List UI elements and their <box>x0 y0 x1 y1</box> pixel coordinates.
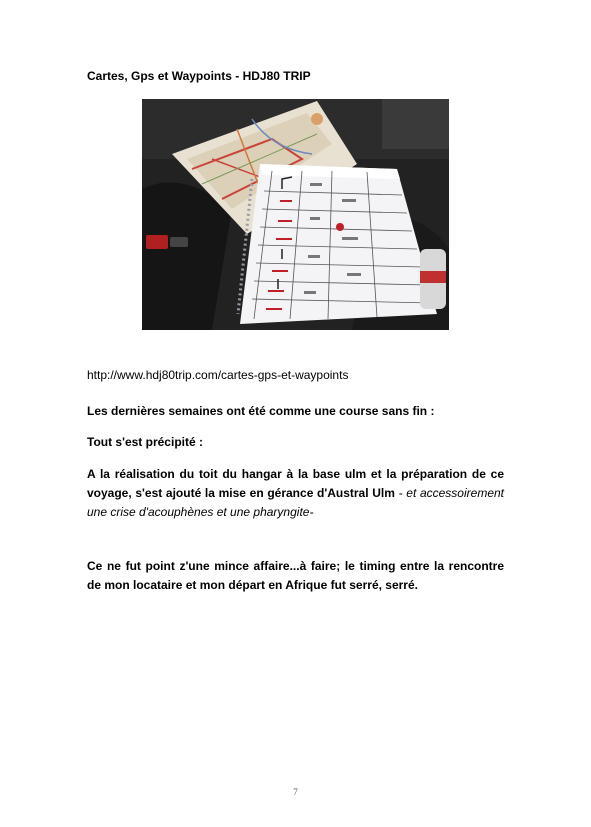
paragraph-4: Ce ne fut point z'une mince affaire...à faire; le timing entre la rencontre de mon locataire et mon départ en Afrique fut serré, serré. <box>87 559 504 592</box>
paragraph-3-bold: A la réalisation du toit du hangar à la base ulm et la préparation de ce voyage, s'est ajouté la mise en gérance d'Austral Ulm <box>87 467 504 500</box>
page-title: Cartes, Gps et Waypoints - HDJ80 TRIP <box>87 69 311 83</box>
page-number: 7 <box>293 787 298 797</box>
photo-maps-and-roadbook <box>142 99 449 330</box>
paragraph-3-italic: - et accessoirement une crise d'acouphènes et une pharyngite- <box>87 486 504 519</box>
paragraph-2: Tout s'est précipité : <box>87 435 203 449</box>
paragraph-1: Les dernières semaines ont été comme une course sans fin : <box>87 404 435 418</box>
source-url: http://www.hdj80trip.com/cartes-gps-et-waypoints <box>87 368 349 382</box>
paragraph-3 <box>87 465 504 522</box>
